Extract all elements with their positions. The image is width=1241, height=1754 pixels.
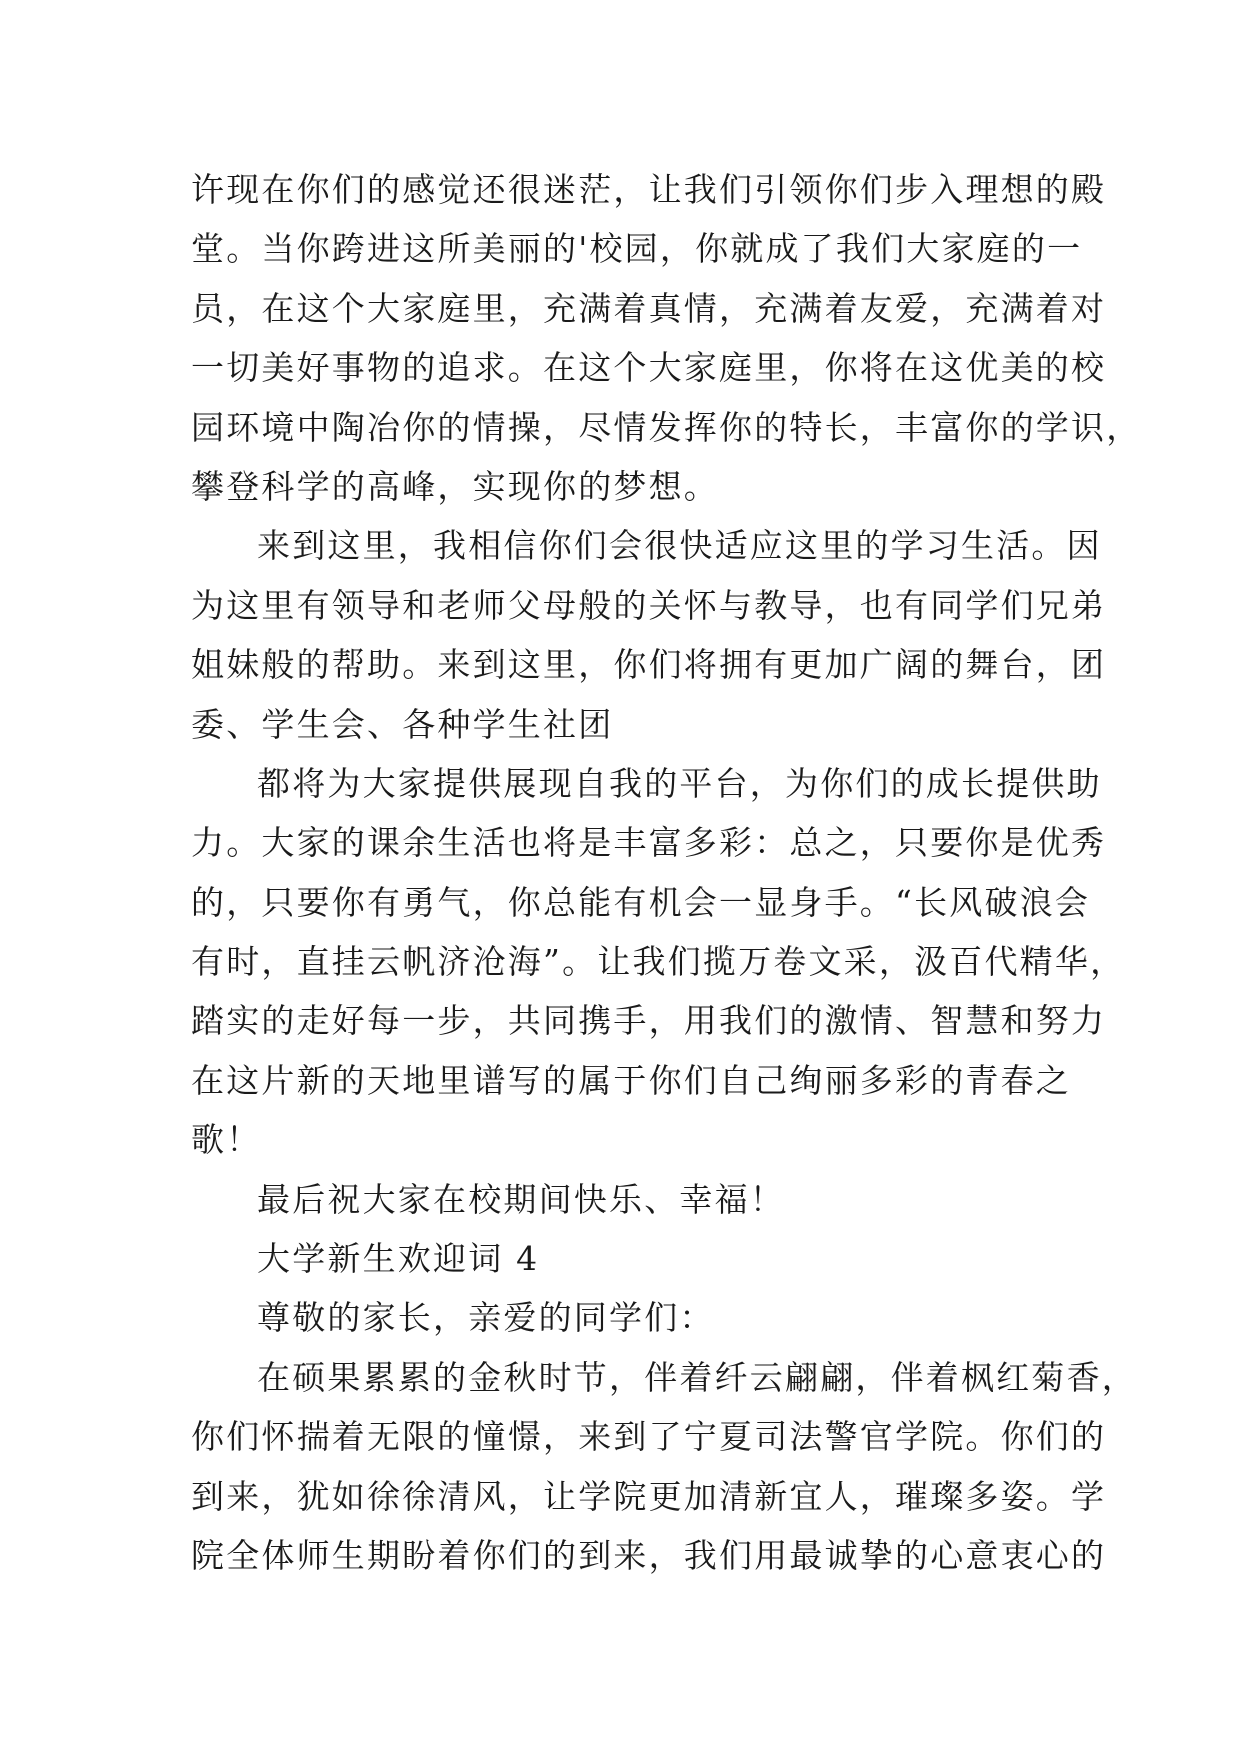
text-line: 许现在你们的感觉还很迷茫，让我们引领你们步入理想的殿 [191, 170, 1107, 209]
text-line: 踏实的走好每一步，共同携手，用我们的激情、智慧和努力 [191, 1001, 1107, 1041]
text-line: 为这里有领导和老师父母般的关怀与教导，也有同学们兄弟 [191, 585, 1107, 625]
text-line: 在这片新的天地里谱写的属于你们自己绚丽多彩的青春之 [191, 1060, 1071, 1100]
text-line: 姐妹般的帮助。来到这里，你们将拥有更加广阔的舞台，团 [191, 645, 1107, 685]
document-body [191, 160, 1142, 1585]
paragraph-first-line: 在硕果累累的金秋时节，伴着纤云翩翩，伴着枫红菊香， [257, 1357, 1137, 1397]
text-line: 到来，犹如徐徐清风，让学院更加清新宜人，璀璨多姿。学 [191, 1476, 1107, 1516]
text-line: 力。大家的课余生活也将是丰富多彩：总之，只要你是优秀 [191, 823, 1107, 863]
text-line: 你们怀揣着无限的憧憬，来到了宁夏司法警官学院。你们的 [191, 1417, 1107, 1457]
text-line: 堂。当你跨进这所美丽的'校园，你就成了我们大家庭的一 [191, 229, 1083, 269]
paragraph-first-line: 都将为大家提供展现自我的平台，为你们的成长提供助 [257, 763, 1102, 803]
section-title: 大学新生欢迎词 4 [257, 1239, 540, 1279]
text-line: 院全体师生期盼着你们的到来，我们用最诚挚的心意衷心的 [191, 1535, 1107, 1575]
closing-wish: 最后祝大家在校期间快乐、幸福！ [257, 1179, 785, 1219]
text-line: 一切美好事物的追求。在这个大家庭里，你将在这优美的校 [191, 348, 1107, 388]
text-line: 歌！ [191, 1120, 262, 1160]
text-line: 园环境中陶冶你的情操，尽情发挥你的特长，丰富你的学识， [191, 407, 1142, 447]
text-line: 有时，直挂云帆济沧海”。让我们揽万卷文采，汲百代精华， [191, 942, 1126, 982]
text-line: 委、学生会、各种学生社团 [191, 704, 614, 744]
text-line: 的，只要你有勇气，你总能有机会一显身手。“长风破浪会 [191, 882, 1091, 922]
paragraph-first-line: 来到这里，我相信你们会很快适应这里的学习生活。因 [257, 526, 1102, 566]
salutation: 尊敬的家长，亲爱的同学们： [257, 1298, 715, 1338]
text-line: 员，在这个大家庭里，充满着真情，充满着友爱，充满着对 [191, 288, 1107, 328]
text-line: 攀登科学的高峰，实现你的梦想。 [191, 466, 719, 506]
